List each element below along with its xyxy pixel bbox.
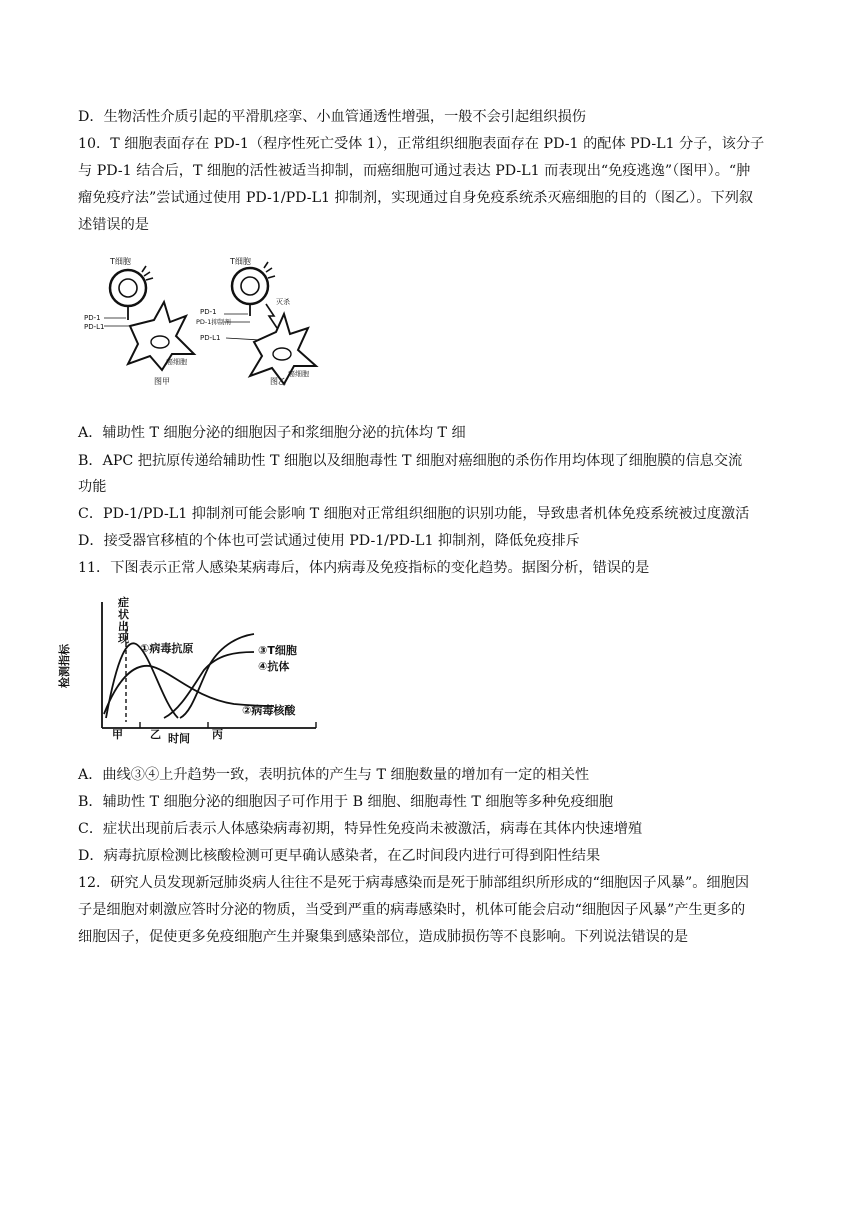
yi-pd1-label: PD-1 xyxy=(200,308,217,316)
symptom-label-1: 症 xyxy=(118,596,129,609)
q10-option-d: D．接受器官移植的个体也可尝试通过使用 PD-1/PD-L1 抑制剂，降低免疫排斥 xyxy=(78,533,580,549)
period-yi: 乙 xyxy=(150,728,161,741)
x-axis-label: 时间 xyxy=(168,732,190,745)
curve-t-cell-label: ③T细胞 xyxy=(258,644,297,657)
q11-option-b: B．辅助性 T 细胞分泌的细胞因子可作用于 B 细胞、细胞毒性 T 细胞等多种免疫细胞 xyxy=(78,794,614,810)
symptom-label-4: 现 xyxy=(118,632,129,645)
jia-cancer-cell-label: 癌细胞 xyxy=(166,358,187,366)
q10-option-b-line-1: B．APC 把抗原传递给辅助性 T 细胞以及细胞毒性 T 细胞对癌细胞的杀伤作用均体现了细胞膜的信息交流 xyxy=(78,453,743,469)
q10-stem-line-1: 10．T 细胞表面存在 PD-1（程序性死亡受体 1），正常组织细胞表面存在 PD-1 的配体 PD-L1 分子，该分子 xyxy=(78,136,765,152)
period-jia: 甲 xyxy=(112,728,123,741)
symptom-label-2: 状 xyxy=(118,608,129,621)
q10-option-c: C．PD-1/PD-L1 抑制剂可能会影响 T 细胞对正常组织细胞的识别功能，导致患者机体免疫系统被过度激活 xyxy=(78,506,750,522)
jia-caption: 图甲 xyxy=(154,377,170,386)
curve-viral-nucleic-acid-label: ②病毒核酸 xyxy=(242,704,296,717)
q12-stem-line-1: 12．研究人员发现新冠肺炎病人往往不是死于病毒感染而是死于肺部组织所形成的“细胞因子风暴”。细胞因 xyxy=(78,875,750,891)
y-axis-label-1: 检测指标 xyxy=(58,644,71,688)
q11-stem: 11．下图表示正常人感染某病毒后，体内病毒及免疫指标的变化趋势。据图分析，错误的是 xyxy=(78,560,650,576)
q10-stem-line-2: 与 PD-1 结合后，T 细胞的活性被适当抑制，而癌细胞可通过表达 PD-L1 而表现出“免疫逃逸”（图甲）。“肿 xyxy=(78,163,751,179)
q12-stem-line-3: 细胞因子，促使更多免疫细胞产生并聚集到感染部位，造成肺损伤等不良影响。下列说法错误的是 xyxy=(78,929,689,945)
yi-t-cell-label: T细胞 xyxy=(230,257,251,266)
yi-inhibitor-label: PD-1抑制剂 xyxy=(196,318,231,326)
t-cell-jia xyxy=(110,270,146,306)
curve-antibody-label: ④抗体 xyxy=(258,660,290,673)
yi-pdl1-label: PD-L1 xyxy=(200,334,221,342)
q11-option-a: A．曲线③④上升趋势一致，表明抗体的产生与 T 细胞数量的增加有一定的相关性 xyxy=(78,767,590,783)
curve-antibody xyxy=(164,652,254,718)
jia-pd1-label: PD-1 xyxy=(84,314,101,322)
period-bing: 丙 xyxy=(212,728,223,741)
q11-option-d: D．病毒抗原检测比核酸检测可更早确认感染者，在乙时间段内进行可得到阳性结果 xyxy=(78,848,601,864)
q10-stem-line-3: 瘤免疫疗法”尝试通过使用 PD-1/PD-L1 抑制剂，实现通过自身免疫系统杀灭癌细胞的目的（图乙）。下列叙 xyxy=(78,190,754,206)
q12-stem-line-2: 子是细胞对刺激应答时分泌的物质，当受到严重的病毒感染时，机体可能会启动“细胞因子风暴”产生更多的 xyxy=(78,902,746,918)
q10-option-a: A．辅助性 T 细胞分泌的细胞因子和浆细胞分泌的抗体均 T 细 xyxy=(78,425,466,441)
q9-option-d: D．生物活性介质引起的平滑肌痉挛、小血管通透性增强，一般不会引起组织损伤 xyxy=(78,109,586,125)
yi-cancer-cell-label: 癌细胞 xyxy=(288,370,309,378)
t-cell-yi xyxy=(232,268,268,304)
q10-stem-line-4: 述错误的是 xyxy=(78,217,149,233)
symptom-label-3: 出 xyxy=(118,620,129,633)
yi-caption: 图乙 xyxy=(270,377,286,386)
jia-t-cell-label: T细胞 xyxy=(110,257,131,266)
yi-kill-label: 灭杀 xyxy=(276,298,290,306)
q10-figure xyxy=(84,250,344,400)
jia-pdl1-label: PD-L1 xyxy=(84,323,105,331)
curve-viral-antigen-label: ①病毒抗原 xyxy=(140,642,194,655)
figure-jia xyxy=(84,257,194,386)
q11-figure xyxy=(58,592,324,745)
figure-yi xyxy=(196,257,316,386)
q11-option-c: C．症状出现前后表示人体感染病毒初期，特异性免疫尚未被激活，病毒在其体内快速增殖 xyxy=(78,821,643,837)
q10-option-b-line-2: 功能 xyxy=(78,479,107,495)
